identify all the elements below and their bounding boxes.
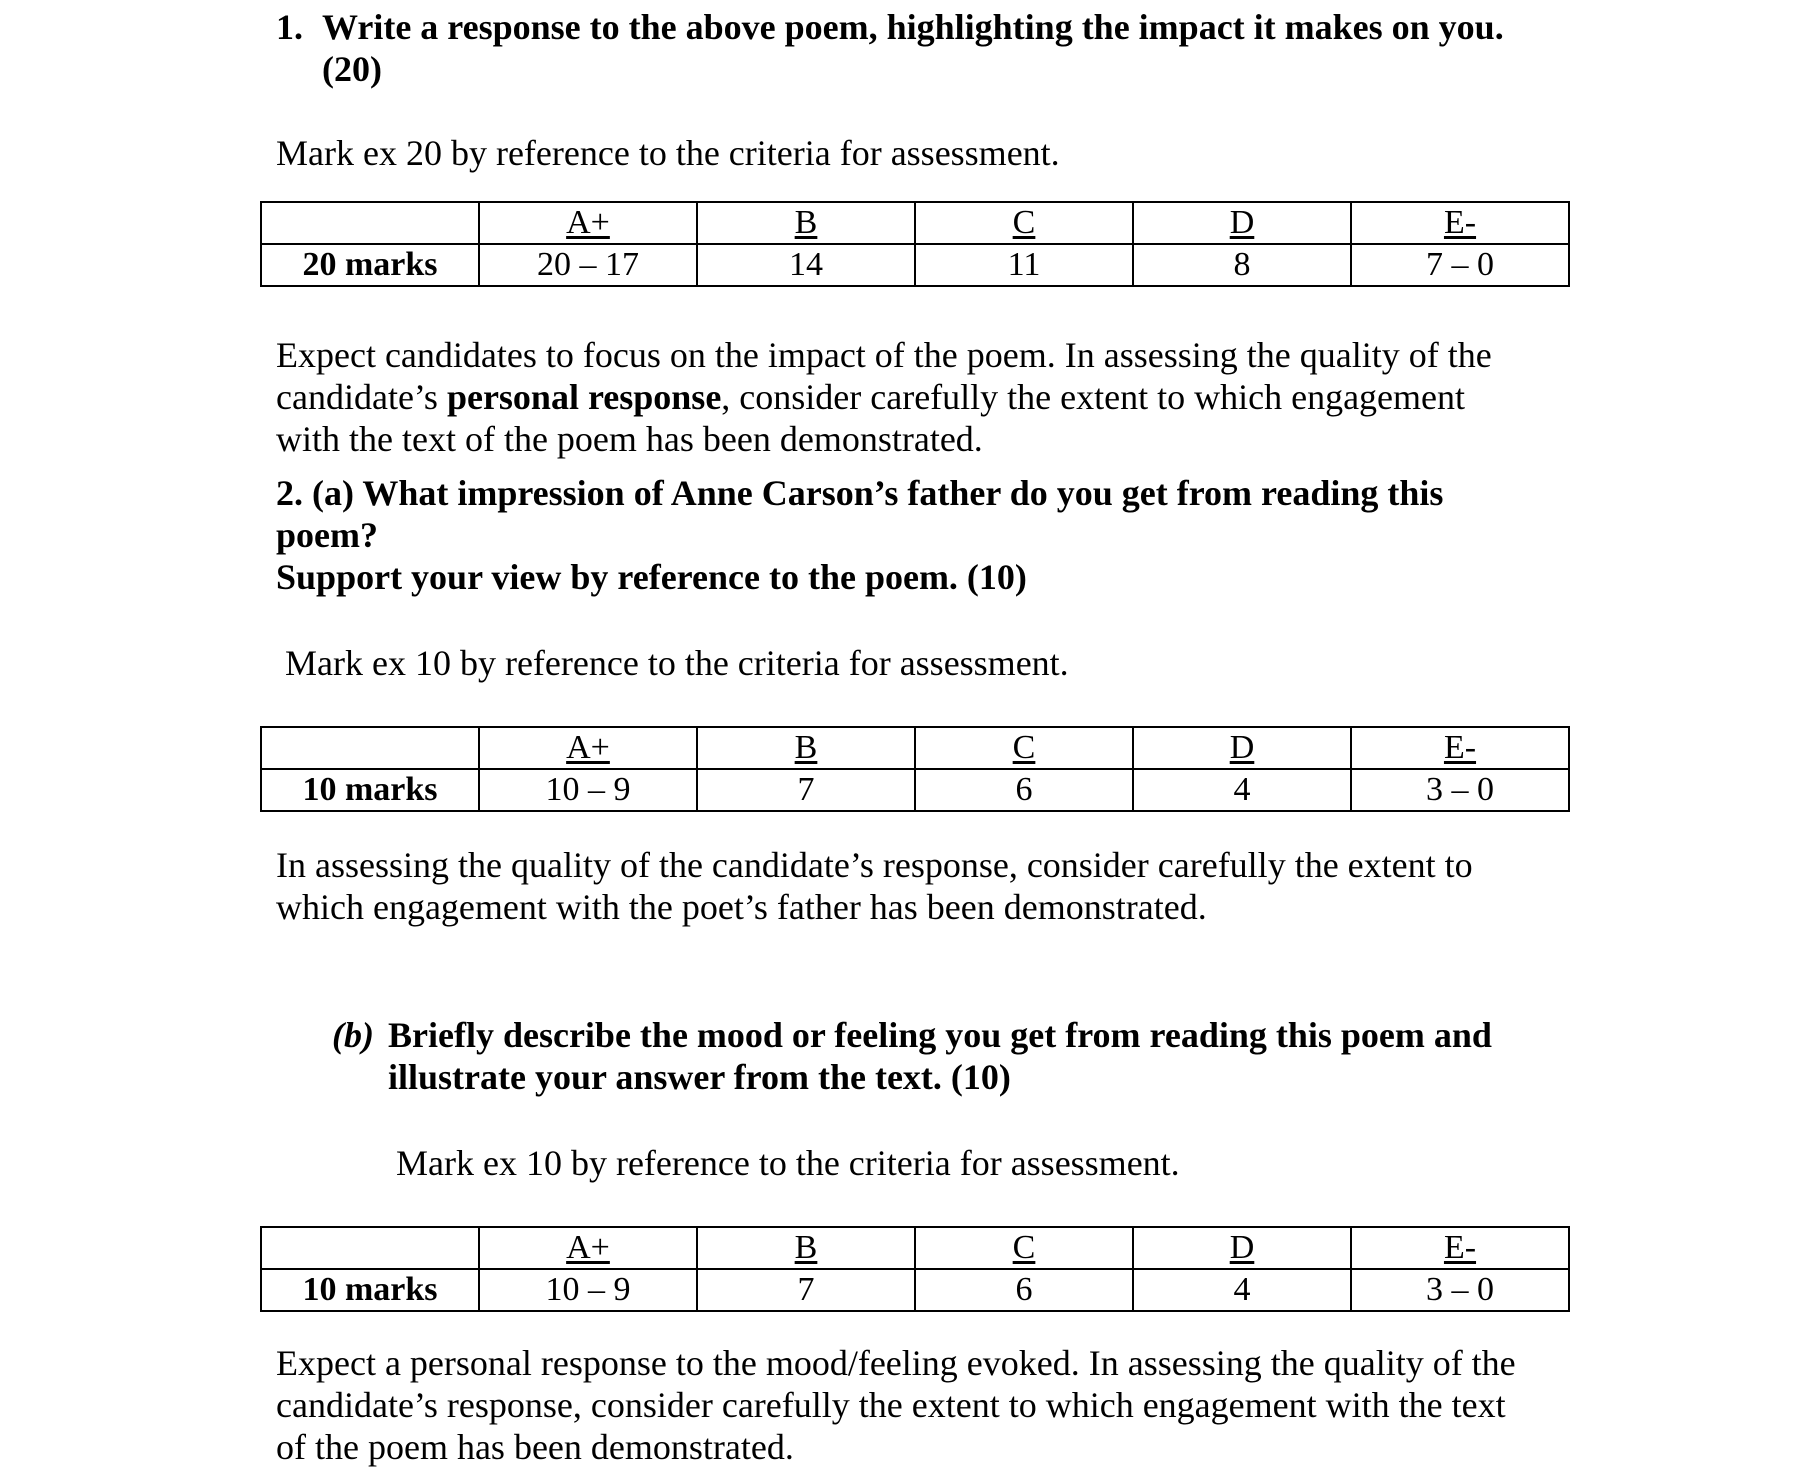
q1-mark-instruction: Mark ex 20 by reference to the criteria for assessment. bbox=[276, 133, 1060, 173]
grade-letter: E- bbox=[1443, 729, 1477, 766]
q2a-prompt-line3: Support your view by reference to the poem. (10) bbox=[276, 557, 1027, 597]
grade-cell bbox=[1133, 202, 1351, 244]
grade-letter: B bbox=[794, 204, 818, 241]
marks-row bbox=[261, 769, 1569, 811]
q2b-guidance-line1: Expect a personal response to the mood/feeling evoked. In assessing the quality of the bbox=[276, 1343, 1516, 1383]
grade-letter: E- bbox=[1443, 204, 1477, 241]
marks-range: 10 – 9 bbox=[479, 769, 697, 811]
q1-number: 1. bbox=[276, 7, 303, 47]
q2b-prompt-line1: Briefly describe the mood or feeling you get from reading this poem and bbox=[388, 1015, 1492, 1055]
grade-cell-empty bbox=[261, 202, 479, 244]
q2b-grade-table bbox=[260, 1226, 1570, 1312]
q2a-grade-table bbox=[260, 726, 1570, 812]
marks-range: 11 bbox=[915, 244, 1133, 286]
marks-label: 20 marks bbox=[261, 244, 479, 286]
marks-range: 6 bbox=[915, 1269, 1133, 1311]
marks-range: 14 bbox=[697, 244, 915, 286]
q2a-prompt-line2: poem? bbox=[276, 515, 378, 555]
grade-cell bbox=[479, 1227, 697, 1269]
q1-prompt-line1: Write a response to the above poem, highlighting the impact it makes on you. bbox=[322, 7, 1504, 47]
grade-cell bbox=[1133, 1227, 1351, 1269]
grade-cell bbox=[697, 727, 915, 769]
marks-label: 10 marks bbox=[261, 769, 479, 811]
grade-cell bbox=[479, 202, 697, 244]
grade-letter: C bbox=[1012, 204, 1036, 241]
marks-row bbox=[261, 244, 1569, 286]
grade-letter: B bbox=[794, 1229, 818, 1266]
grade-cell bbox=[1133, 727, 1351, 769]
q2b-label: (b) bbox=[332, 1015, 374, 1055]
marks-range: 10 – 9 bbox=[479, 1269, 697, 1311]
grade-cell bbox=[915, 1227, 1133, 1269]
q2a-prompt-line1: 2. (a) What impression of Anne Carson’s father do you get from reading this bbox=[276, 473, 1444, 513]
q1-guidance-line2-pre: candidate’s bbox=[276, 377, 447, 417]
q1-guidance-line2 bbox=[276, 376, 1465, 418]
marks-range: 7 bbox=[697, 769, 915, 811]
marks-range: 20 – 17 bbox=[479, 244, 697, 286]
grade-row bbox=[261, 202, 1569, 244]
grade-cell bbox=[1351, 1227, 1569, 1269]
q2b-guidance-line3: of the poem has been demonstrated. bbox=[276, 1427, 794, 1467]
q1-guidance-line1: Expect candidates to focus on the impact of the poem. In assessing the quality of the bbox=[276, 335, 1492, 375]
marks-range: 7 – 0 bbox=[1351, 244, 1569, 286]
q1-guidance-emphasis: personal response bbox=[446, 377, 722, 417]
grade-cell bbox=[697, 1227, 915, 1269]
grade-letter: B bbox=[794, 729, 818, 766]
grade-letter: D bbox=[1229, 204, 1255, 241]
grade-letter: D bbox=[1229, 1229, 1255, 1266]
marks-row bbox=[261, 1269, 1569, 1311]
marks-range: 3 – 0 bbox=[1351, 1269, 1569, 1311]
marks-label: 10 marks bbox=[261, 1269, 479, 1311]
q2a-guidance-line1: In assessing the quality of the candidate’s response, consider carefully the extent to bbox=[276, 845, 1473, 885]
marks-range: 7 bbox=[697, 1269, 915, 1311]
q2b-mark-instruction: Mark ex 10 by reference to the criteria for assessment. bbox=[396, 1143, 1180, 1183]
q2b-guidance-line2: candidate’s response, consider carefully the extent to which engagement with the text bbox=[276, 1385, 1506, 1425]
grade-cell bbox=[915, 727, 1133, 769]
q1-grade-table bbox=[260, 201, 1570, 287]
grade-letter: C bbox=[1012, 1229, 1036, 1266]
grade-letter: A+ bbox=[566, 204, 610, 241]
grade-letter: E- bbox=[1443, 1229, 1477, 1266]
q2b-prompt-line2: illustrate your answer from the text. (10) bbox=[388, 1057, 1011, 1097]
grade-letter: A+ bbox=[566, 1229, 610, 1266]
q1-guidance-line3: with the text of the poem has been demonstrated. bbox=[276, 419, 983, 459]
grade-letter: C bbox=[1012, 729, 1036, 766]
marks-range: 4 bbox=[1133, 1269, 1351, 1311]
marks-range: 8 bbox=[1133, 244, 1351, 286]
grade-cell bbox=[915, 202, 1133, 244]
q2a-guidance-line2: which engagement with the poet’s father has been demonstrated. bbox=[276, 887, 1207, 927]
grade-cell bbox=[1351, 202, 1569, 244]
grade-letter: A+ bbox=[566, 729, 610, 766]
q2a-mark-instruction: Mark ex 10 by reference to the criteria for assessment. bbox=[285, 643, 1069, 683]
marks-range: 3 – 0 bbox=[1351, 769, 1569, 811]
grade-cell bbox=[479, 727, 697, 769]
grade-cell bbox=[1351, 727, 1569, 769]
grade-letter: D bbox=[1229, 729, 1255, 766]
grade-cell-empty bbox=[261, 1227, 479, 1269]
marks-range: 6 bbox=[915, 769, 1133, 811]
grade-cell bbox=[697, 202, 915, 244]
marks-range: 4 bbox=[1133, 769, 1351, 811]
grade-cell-empty bbox=[261, 727, 479, 769]
q1-prompt-line2: (20) bbox=[322, 49, 382, 89]
grade-row bbox=[261, 1227, 1569, 1269]
q1-guidance-line2-post: , consider carefully the extent to which engagement bbox=[721, 377, 1466, 417]
grade-row bbox=[261, 727, 1569, 769]
